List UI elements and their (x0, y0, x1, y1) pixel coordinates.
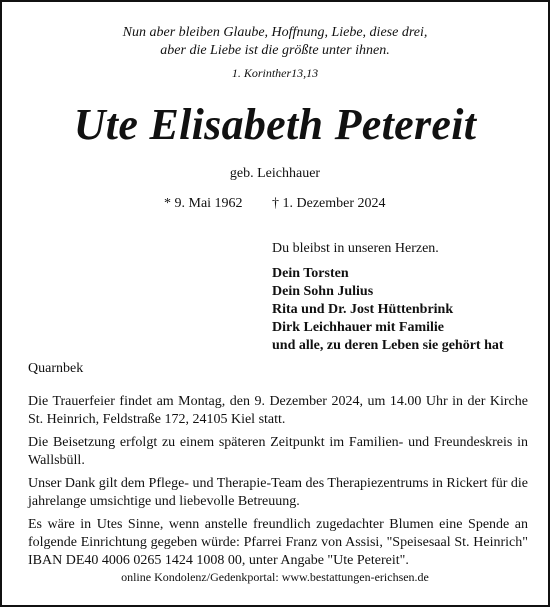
place-name: Quarnbek (28, 361, 84, 376)
mourner-item: Rita und Dr. Jost Hüttenbrink (272, 302, 454, 317)
birth-date: * 9. Mai 1962 (164, 196, 243, 211)
remembrance-line: Du bleibst in unseren Herzen. (272, 241, 439, 256)
thanks-paragraph: Unser Dank gilt dem Pflege- und Therapie-Team des Therapiezentrums in Rickert für die jahrelange umsichtige und liebevolle Betreuung. (28, 476, 529, 509)
mourner-item: Dein Sohn Julius (272, 284, 374, 299)
verse-line-1: Nun aber bleiben Glaube, Hoffnung, Liebe, diese drei, (122, 25, 428, 40)
mourner-item: Dein Torsten (272, 266, 349, 281)
birth-name: geb. Leichhauer (229, 166, 321, 181)
mourner-item: Dirk Leichhauer mit Familie (272, 320, 444, 335)
mourner-item: und alle, zu deren Leben sie gehört hat (272, 338, 504, 353)
condolence-portal: online Kondolenz/Gedenkportal: www.bestattungen-erichsen.de (121, 570, 429, 584)
verse-reference: 1. Korinther13,13 (231, 66, 319, 80)
verse-line-2: aber die Liebe ist die größte unter ihnen. (160, 43, 390, 58)
burial-paragraph: Die Beisetzung erfolgt zu einem späteren Zeitpunkt im Familien- und Freundeskreis in Wallsbüll. (28, 435, 528, 468)
bible-verse (2, 24, 548, 60)
notice-body (28, 393, 528, 575)
mourners-list (272, 265, 504, 355)
donation-paragraph: Es wäre in Utes Sinne, wenn anstelle freundlich zugedachter Blumen eine Spende an folgende Einrichtung gegeben würde: Pfarrei Franz von Assisi, "Speisesaal St. Heinrich" IBAN DE40 4006 0265 1424 1008 00, unter Angabe "Ute Petereit". (28, 517, 528, 568)
funeral-paragraph: Die Trauerfeier findet am Montag, den 9. Dezember 2024, um 14.00 Uhr in der Kirche St. Heinrich, Feldstraße 172, 24105 Kiel statt. (28, 394, 528, 427)
deceased-name: Ute Elisabeth Petereit (73, 100, 477, 149)
death-date: † 1. Dezember 2024 (272, 196, 386, 211)
